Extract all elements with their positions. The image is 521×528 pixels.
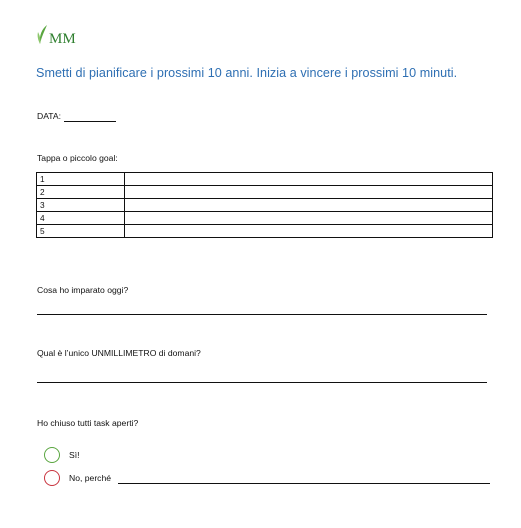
date-label: DATA: xyxy=(37,111,62,121)
question-learned: Cosa ho imparato oggi? xyxy=(37,285,129,295)
goal-cell[interactable] xyxy=(125,212,493,225)
row-number: 1 xyxy=(37,173,125,186)
goals-table xyxy=(36,172,493,238)
millimeter-answer-line[interactable] xyxy=(37,382,487,383)
question-millimeter: Qual è l’unico UNMILLIMETRO di domani? xyxy=(37,348,201,358)
no-radio-circle[interactable] xyxy=(44,470,60,486)
headline: Smetti di pianificare i prossimi 10 anni. Inizia a vincere i prossimi 10 minuti. xyxy=(36,66,458,80)
option-no-label: No, perché xyxy=(69,473,112,483)
logo xyxy=(36,24,76,48)
no-reason-line[interactable] xyxy=(118,483,490,484)
goal-cell[interactable] xyxy=(125,225,493,238)
row-number: 3 xyxy=(37,199,125,212)
goals-title: Tappa o piccolo goal: xyxy=(37,153,118,163)
question-tasks: Ho chiuso tutti task aperti? xyxy=(37,418,139,428)
yes-radio-circle[interactable] xyxy=(44,447,60,463)
table-row xyxy=(37,186,493,199)
table-row xyxy=(37,212,493,225)
table-row xyxy=(37,199,493,212)
row-number: 2 xyxy=(37,186,125,199)
date-field[interactable] xyxy=(64,121,116,122)
logo-text: MM xyxy=(49,31,76,47)
option-no[interactable] xyxy=(44,470,111,486)
row-number: 4 xyxy=(37,212,125,225)
option-yes[interactable] xyxy=(44,447,80,463)
leaf-icon xyxy=(36,24,48,48)
goal-cell[interactable] xyxy=(125,199,493,212)
row-number: 5 xyxy=(37,225,125,238)
table-row xyxy=(37,173,493,186)
goal-cell[interactable] xyxy=(125,186,493,199)
option-yes-label: Sì! xyxy=(69,450,80,460)
learned-answer-line[interactable] xyxy=(37,314,487,315)
table-row xyxy=(37,225,493,238)
goal-cell[interactable] xyxy=(125,173,493,186)
